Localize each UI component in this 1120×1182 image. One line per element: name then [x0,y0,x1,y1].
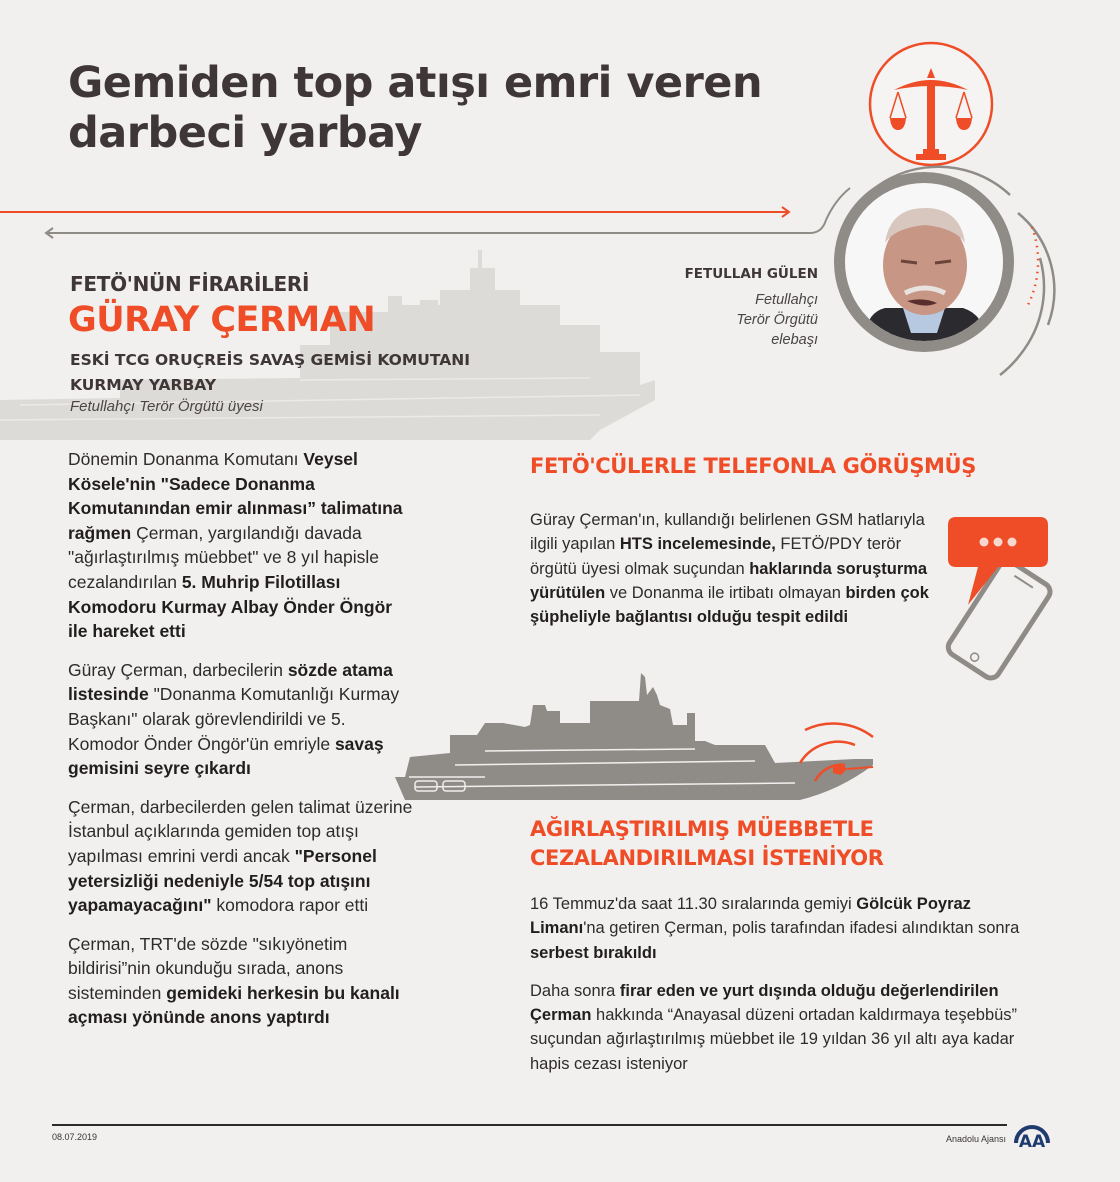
logo-text: AA [1018,1132,1046,1152]
phone-chat-icon [940,515,1070,675]
bold-text: "Personel yetersizliği nedeniyle 5/54 top atışını yapamayacağını" [68,845,377,916]
text: Çerman, yargılandığı davada "ağırlaştırılmış müebbet" ve 8 yıl hapisle cezalandırılan [68,522,380,592]
text: Dönemin Donanma Komutanı [68,449,304,469]
text: 'na getiren Çerman, polis tarafından ifadesi alındıktan sonra [583,919,1020,938]
bold-text: gemideki herkesin bu kanalı açması yönünde anons yaptırdı [68,982,400,1028]
footer-agency: Anadolu Ajansı [945,1134,1006,1144]
text: hakkında “Anayasal düzeni ortadan kaldırmaya teşebbüs” suçundan ağırlaştırılmış müebbet ile 19 yıldan 36 yıl altı aya kadar hapis cezası isteniyor [530,1006,1018,1073]
paragraph [68,658,413,781]
leader-desc-line: Terör Örgütü [736,312,818,328]
page-title: Gemiden top atışı emri veren darbeci yarbay [68,58,763,158]
bold-text: birden çok şüpheliyle bağlantısı olduğu tespit edildi [530,583,929,627]
heading-line: AĞIRLAŞTIRILMIŞ MÜEBBETLE [530,817,874,841]
bold-text: serbest bırakıldı [530,943,657,962]
text: Daha sonra [530,981,620,1000]
leader-name: FETULLAH GÜLEN [684,266,818,282]
section-heading-sentence [530,815,970,873]
leader-desc-line: elebaşı [771,332,818,348]
grey-arrow-line [48,188,850,233]
role-line: KURMAY YARBAY [70,376,217,394]
text: ve Donanma ile irtibatı olmayan [605,583,846,602]
text: Güray Çerman'ın, kullandığı belirlenen GSM hatlarıyla ilgili yapılan [530,511,925,554]
person-name: GÜRAY ÇERMAN [68,300,376,340]
leader-description [640,290,818,350]
bold-text: 5. Muhrip Filotillası Komodoru Kurmay Albay Önder Öngör ile hareket etti [68,571,393,642]
paragraph [68,932,413,1030]
text: "Donanma Komutanlığı Kurmay Başkanı" olarak görevlendirildi ve 5. Komodor Önder Öngör'ün emriyle [68,684,400,754]
paragraph [68,795,413,918]
bold-text: savaş gemisini seyre çıkardı [68,733,384,779]
bold-text: haklarında soruşturma yürütülen [530,559,928,602]
text: Çerman, darbecilerden gelen talimat üzerine İstanbul açıklarında gemiden top atışı yapılması emrini verdi ancak [68,796,413,866]
bold-text: Gölcük Poyraz Limanı [530,895,971,938]
sentence-section-text [530,892,1050,1090]
text: FETÖ/PDY terör örgütü üyesi olmak suçundan [530,535,902,578]
text: 16 Temmuz'da saat 11.30 sıralarında gemiyi [530,895,857,913]
leader-desc-line: Fetullahçı [755,292,818,308]
text: Güray Çerman, darbecilerin [68,659,288,680]
section-heading-phone: FETÖ'CÜLERLE TELEFONLA GÖRÜŞMÜŞ [530,454,976,478]
bold-text: sözde atama listesinde [68,659,393,705]
anadolu-agency-logo [1012,1113,1052,1153]
bold-text: HTS incelemesinde, [619,535,776,554]
warship-illustration [395,665,935,805]
bold-text: firar eden ve yurt dışında olduğu değerlendirilen Çerman [530,981,999,1025]
role-line: ESKİ TCG ORUÇREİS SAVAŞ GEMİSİ KOMUTANI [70,351,470,369]
phone-section-text [530,508,930,629]
paragraph [530,892,1050,965]
heading-line: CEZALANDIRILMASI İSTENİYOR [530,846,884,870]
text: komodora rapor etti [211,895,369,916]
justice-scales-icon [868,42,998,172]
paragraph [530,979,1050,1076]
text: Çerman, TRT'de sözde "sıkıyönetim bildirisi”nin okunduğu sırada, anons sisteminden [68,933,348,1003]
bold-text: Veysel Kösele'nin "Sadece Donanma Komutanından emir alınması” talimatına rağmen [68,449,403,543]
paragraph [68,447,413,644]
person-affiliation: Fetullahçı Terör Örgütü üyesi [70,398,263,415]
left-column-text [68,447,413,1044]
footer-divider [52,1124,1007,1126]
person-role [70,348,490,398]
leader-portrait [834,172,1014,352]
section-label: FETÖ'NÜN FİRARİLERİ [70,272,310,296]
footer-date: 08.07.2019 [52,1132,98,1142]
